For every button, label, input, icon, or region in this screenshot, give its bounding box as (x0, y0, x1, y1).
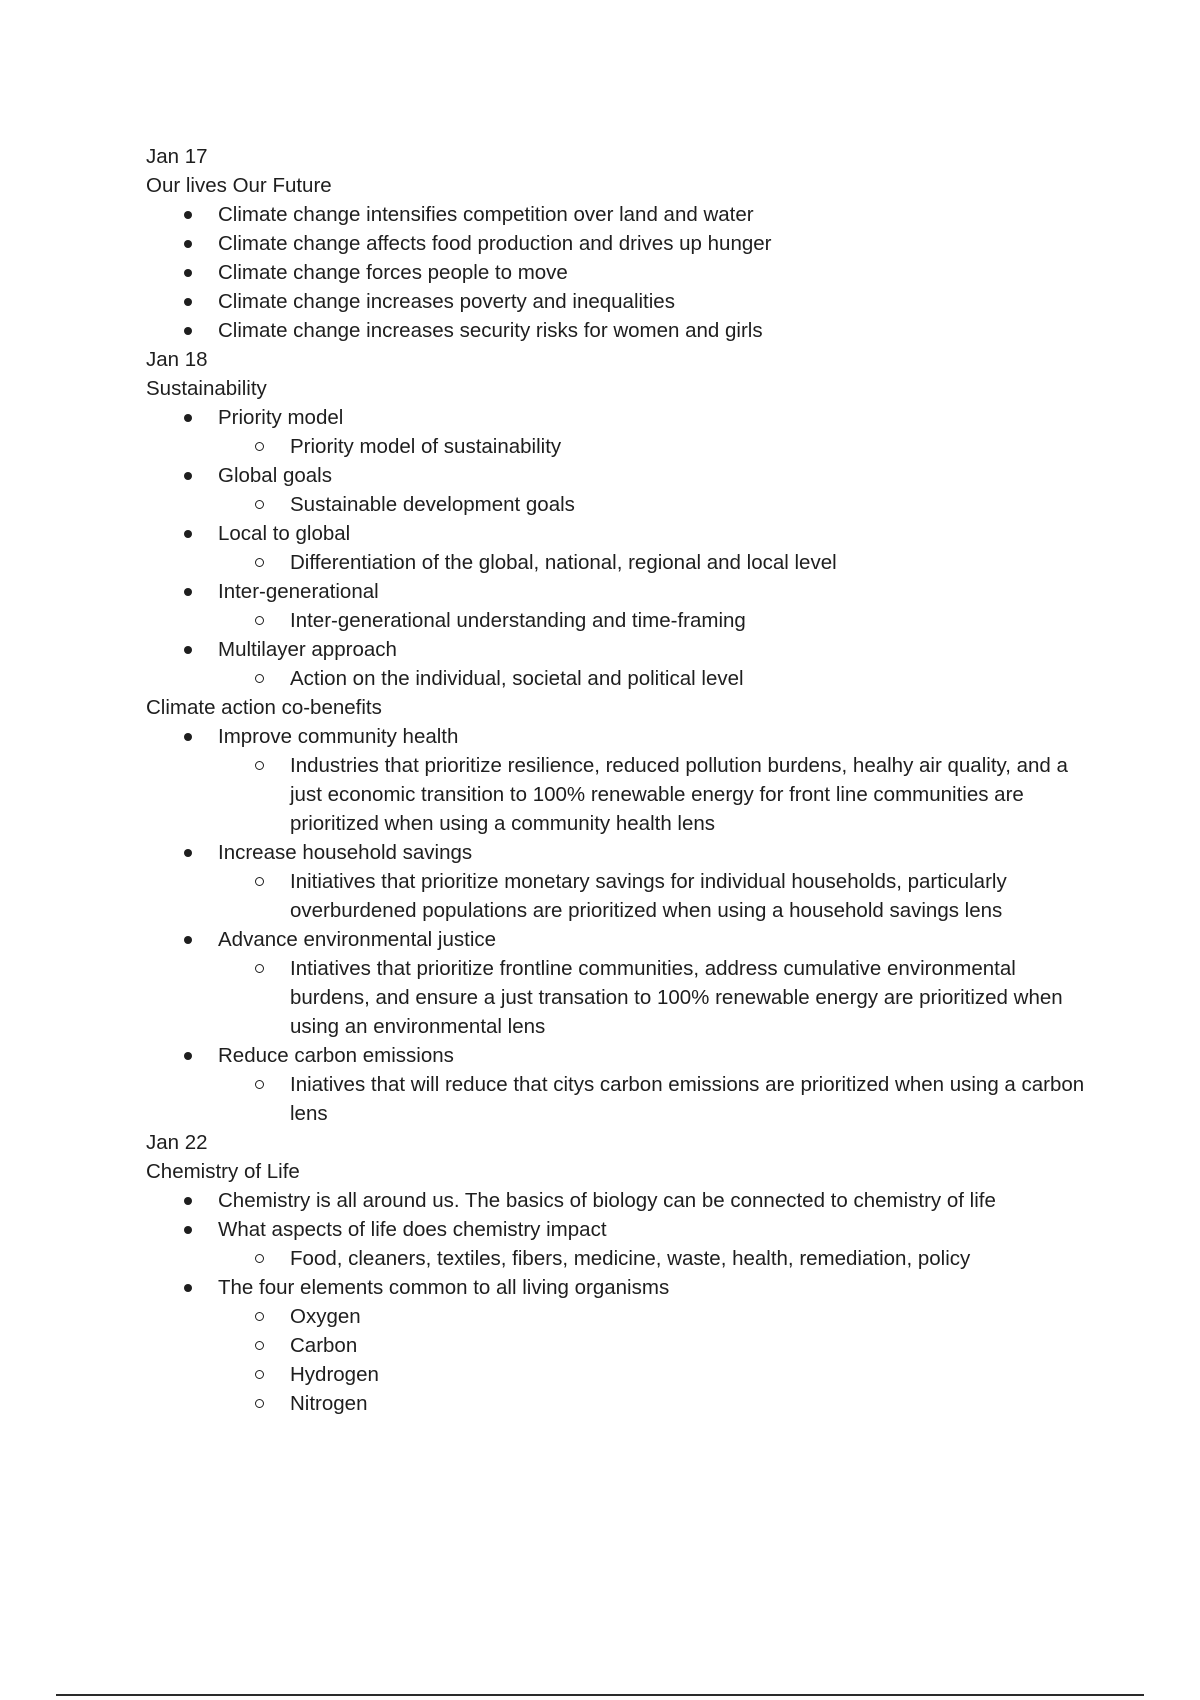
bullet-icon (184, 327, 192, 335)
bullet-icon (184, 530, 192, 538)
bullet-icon (184, 240, 192, 248)
sub-list-item: Initiatives that prioritize monetary savings for individual households, particularly overburdened populations are prioritized when using a household savings lens (218, 867, 1086, 925)
list-item: Climate change forces people to move (146, 258, 1086, 287)
list-item: Climate change intensifies competition over land and water (146, 200, 1086, 229)
sub-bullet-list (218, 1244, 1086, 1273)
hollow-bullet-icon (255, 877, 264, 886)
sub-list-item: Hydrogen (218, 1360, 1086, 1389)
list-item: Climate change increases security risks for women and girls (146, 316, 1086, 345)
list-item: Priority model Priority model of sustainability (146, 403, 1086, 461)
sub-list-item: Iniatives that will reduce that citys carbon emissions are prioritized when using a carbon lens (218, 1070, 1086, 1128)
bullet-icon (184, 1197, 192, 1205)
hollow-bullet-icon (255, 761, 264, 770)
sub-list-item: Industries that prioritize resilience, reduced pollution burdens, healhy air quality, and a just economic transition to 100% renewable energy for front line communities are prioritized when using a community health lens (218, 751, 1086, 838)
hollow-bullet-icon (255, 674, 264, 683)
bullet-icon (184, 936, 192, 944)
sub-list-item: Nitrogen (218, 1389, 1086, 1418)
notes-document (146, 142, 1086, 1418)
hollow-bullet-icon (255, 964, 264, 973)
bullet-list (146, 200, 1086, 345)
list-item: What aspects of life does chemistry impact Food, cleaners, textiles, fibers, medicine, waste, health, remediation, policy (146, 1215, 1086, 1273)
list-item: Multilayer approach Action on the individual, societal and political level (146, 635, 1086, 693)
list-item: Climate change affects food production and drives up hunger (146, 229, 1086, 258)
sub-bullet-list (218, 954, 1086, 1041)
hollow-bullet-icon (255, 1312, 264, 1321)
sub-bullet-list (218, 548, 1086, 577)
bullet-list (146, 1186, 1086, 1418)
bullet-list (146, 722, 1086, 1128)
section-title: Climate action co-benefits (146, 696, 382, 719)
sub-list-item: Action on the individual, societal and political level (218, 664, 1086, 693)
section-title: Sustainability (146, 377, 267, 400)
list-item: Improve community health Industries that prioritize resilience, reduced pollution burdens, healhy air quality, and a just economic transition to 100% renewable energy for front line communities are prioritized when using a community health lens (146, 722, 1086, 838)
sub-bullet-list (218, 432, 1086, 461)
hollow-bullet-icon (255, 616, 264, 625)
sub-bullet-list (218, 751, 1086, 838)
sub-list-item: Carbon (218, 1331, 1086, 1360)
bullet-list (146, 403, 1086, 693)
hollow-bullet-icon (255, 1080, 264, 1089)
sub-bullet-list (218, 490, 1086, 519)
bullet-icon (184, 472, 192, 480)
section-date: Jan 18 (146, 348, 208, 371)
bullet-icon (184, 1284, 192, 1292)
list-item: The four elements common to all living organisms Oxygen Carbon Hydrogen Nitrogen (146, 1273, 1086, 1418)
sub-list-item: Priority model of sustainability (218, 432, 1086, 461)
list-item: Increase household savings Initiatives that prioritize monetary savings for individual households, particularly overburdened populations are prioritized when using a household savings lens (146, 838, 1086, 925)
bullet-icon (184, 269, 192, 277)
bullet-icon (184, 733, 192, 741)
page-bottom-divider (56, 1694, 1144, 1696)
sub-list-item: Sustainable development goals (218, 490, 1086, 519)
section-date: Jan 17 (146, 145, 208, 168)
hollow-bullet-icon (255, 1399, 264, 1408)
sub-bullet-list (218, 664, 1086, 693)
list-item: Local to global Differentiation of the global, national, regional and local level (146, 519, 1086, 577)
sub-bullet-list (218, 1302, 1086, 1418)
sub-list-item: Differentiation of the global, national, regional and local level (218, 548, 1086, 577)
hollow-bullet-icon (255, 500, 264, 509)
sub-bullet-list (218, 867, 1086, 925)
bullet-icon (184, 298, 192, 306)
bullet-icon (184, 646, 192, 654)
list-item: Advance environmental justice Intiatives that prioritize frontline communities, address cumulative environmental burdens, and ensure a just transation to 100% renewable energy are prioritized when using an environmental lens (146, 925, 1086, 1041)
list-item: Climate change increases poverty and inequalities (146, 287, 1086, 316)
sub-list-item: Intiatives that prioritize frontline communities, address cumulative environmental burdens, and ensure a just transation to 100% renewable energy are prioritized when using an environmental lens (218, 954, 1086, 1041)
bullet-icon (184, 588, 192, 596)
section-title: Our lives Our Future (146, 174, 332, 197)
section-title: Chemistry of Life (146, 1160, 300, 1183)
hollow-bullet-icon (255, 1341, 264, 1350)
list-item: Inter-generational Inter-generational understanding and time-framing (146, 577, 1086, 635)
sub-list-item: Inter-generational understanding and time-framing (218, 606, 1086, 635)
list-item: Chemistry is all around us. The basics of biology can be connected to chemistry of life (146, 1186, 1086, 1215)
list-item: Reduce carbon emissions Iniatives that will reduce that citys carbon emissions are prioritized when using a carbon lens (146, 1041, 1086, 1128)
section-date: Jan 22 (146, 1131, 208, 1154)
sub-list-item: Oxygen (218, 1302, 1086, 1331)
bullet-icon (184, 1226, 192, 1234)
hollow-bullet-icon (255, 1254, 264, 1263)
hollow-bullet-icon (255, 1370, 264, 1379)
hollow-bullet-icon (255, 442, 264, 451)
bullet-icon (184, 414, 192, 422)
list-item: Global goals Sustainable development goals (146, 461, 1086, 519)
sub-bullet-list (218, 606, 1086, 635)
hollow-bullet-icon (255, 558, 264, 567)
sub-bullet-list (218, 1070, 1086, 1128)
bullet-icon (184, 211, 192, 219)
bullet-icon (184, 1052, 192, 1060)
bullet-icon (184, 849, 192, 857)
sub-list-item: Food, cleaners, textiles, fibers, medicine, waste, health, remediation, policy (218, 1244, 1086, 1273)
